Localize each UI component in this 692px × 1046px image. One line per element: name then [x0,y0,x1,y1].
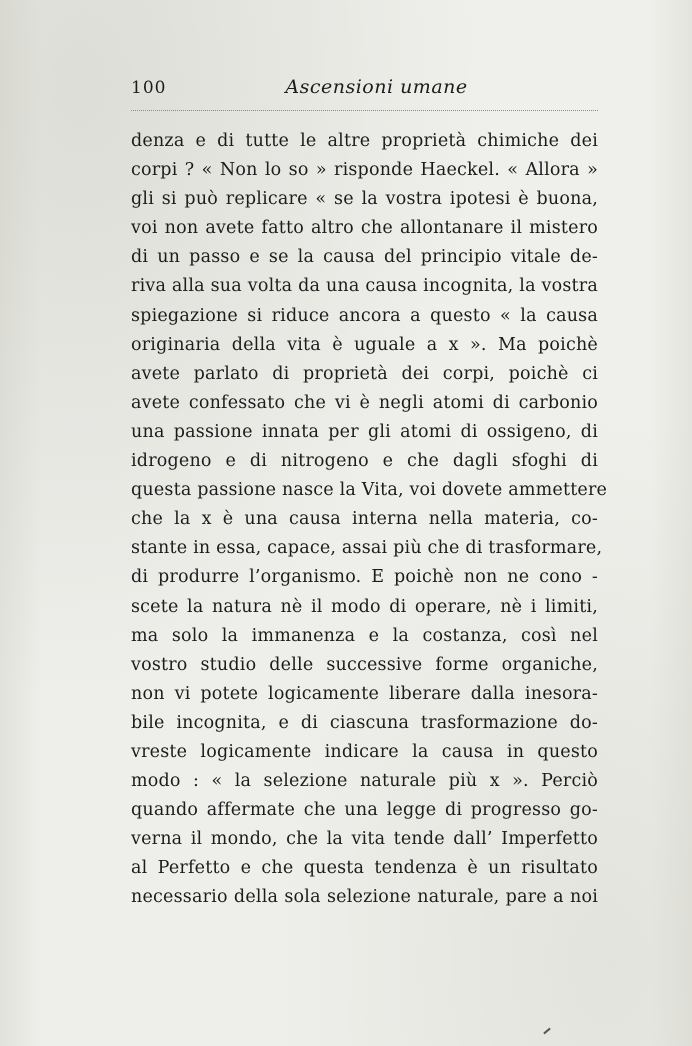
text-line: scete la natura nè il modo di operare, nè i limiti, [131,596,598,617]
text-line: voi non avete fatto altro che allontanare il mistero [131,218,598,239]
text-line: non vi potete logicamente liberare dalla inesora- [131,683,598,704]
text-line: vostro studio delle successive forme organiche, [131,654,598,675]
text-line: avete confessato che vi è negli atomi di carbonio [131,392,598,413]
body-text [131,127,608,913]
text-line: modo : « la selezione naturale più x ». Perciò [131,771,598,792]
text-line: originaria della vita è uguale a x ». Ma poichè [131,334,598,355]
text-line: avete parlato di proprietà dei corpi, poichè ci [131,363,598,384]
text-line: questa passione nasce la Vita, voi dovete ammettere [131,480,608,501]
text-line: denza e di tutte le altre proprietà chimiche dei [131,131,598,151]
text-line: vreste logicamente indicare la causa in questo [131,741,598,762]
text-line: una passione innata per gli atomi di ossigeno, di [131,421,598,442]
text-line: riva alla sua volta da una causa incognita, la vostra [131,276,598,297]
text-line: gli si può replicare « se la vostra ipotesi è buona, [131,189,598,210]
text-line: al Perfetto e che questa tendenza è un risultato [131,858,598,879]
text-line: di un passo e se la causa del principio vitale de- [131,247,598,268]
text-line: necessario della sola selezione naturale, pare a noi [131,887,598,908]
text-line: stante in essa, capace, assai più che di trasformare, [131,538,603,559]
text-line: bile incognita, e di ciascuna trasformazione do- [131,712,598,733]
text-line: idrogeno e di nitrogeno e che dagli sfoghi di [131,451,598,472]
text-line: che la x è una causa interna nella materia, co- [131,509,598,530]
header-rule [131,110,598,111]
text-line: quando affermate che una legge di progresso go- [131,800,598,821]
text-line: spiegazione si riduce ancora a questo « la causa [131,305,598,326]
running-title: Ascensioni umane [285,76,468,98]
running-head [131,76,598,106]
text-line: ma solo la immanenza e la costanza, così nel [131,625,598,646]
text-line: verna il mondo, che la vita tende dall’ Imperfetto [131,829,598,850]
text-line: di produrre l’organismo. E poichè non ne cono - [131,567,598,588]
text-line: corpi ? « Non lo so » risponde Haeckel. « Allora » [131,160,598,181]
scan-speck [543,1028,550,1035]
page-number: 100 [131,78,167,98]
